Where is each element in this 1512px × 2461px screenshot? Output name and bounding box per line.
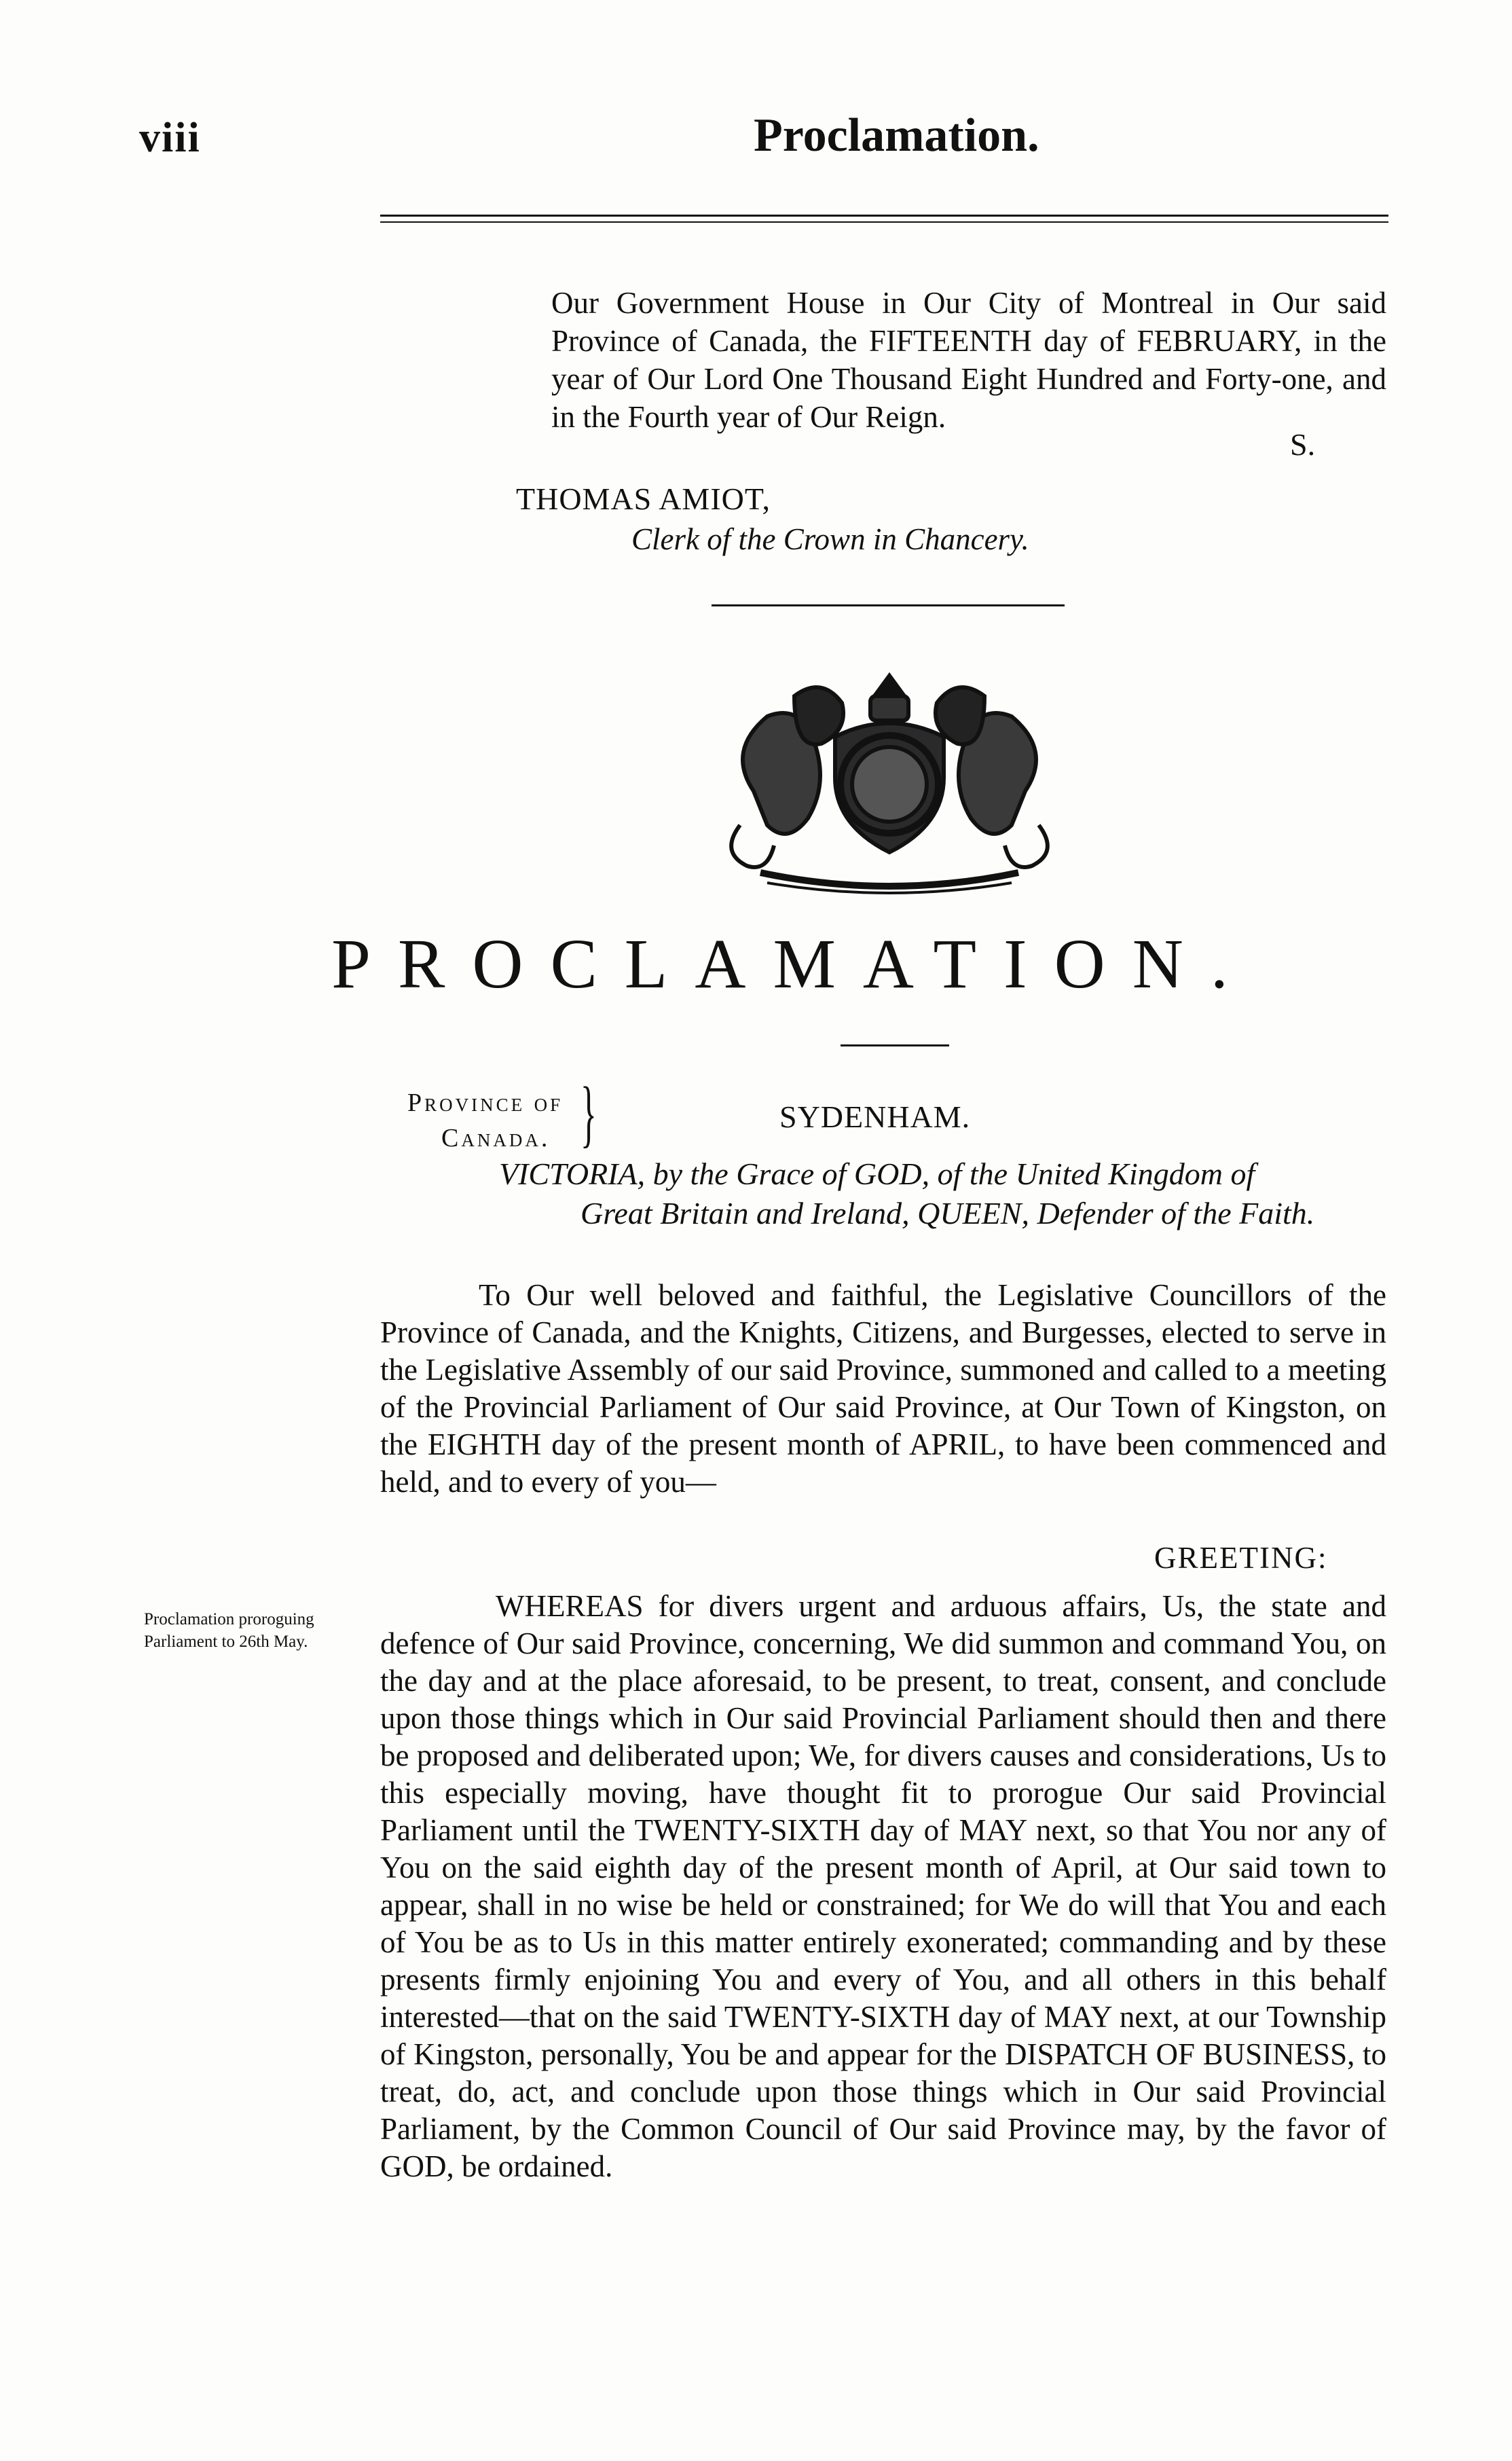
running-title: Proclamation. [754, 109, 1039, 162]
margin-note: Proclamation proroguing Parliament to 26th May. [144, 1610, 314, 1651]
section-rule [712, 604, 1065, 606]
province-line-2: Canada. [441, 1124, 551, 1152]
province-line-1: Province of [407, 1089, 564, 1117]
heading-rule [841, 1044, 949, 1046]
page-number: viii [139, 115, 201, 161]
royal-style [499, 1154, 1388, 1233]
signer-office: Clerk of the Crown in Chancery. [631, 522, 1029, 556]
governor-signature: SYDENHAM. [779, 1099, 971, 1134]
whereas-paragraph: WHEREAS for divers urgent and arduous affairs, Us, the state and defence of Our said Province, concerning, We did summon and command You, on the day and at the place aforesaid, to be present, to treat, consent, and conclude upon those things which in Our said Provincial Parliament should then and there be proposed and deliberated upon; We, for divers causes and considerations, Us to this especially moving, have thought fit to prorogue Our said Provincial Parliament until the TWENTY-SIXTH day of MAY next, so that You nor any of You on the said eighth day of the present month of April, at Our said town to appear, shall in no wise be held or constrained; for We do will that You and each of You be as to Us in this matter entirely exonerated; commanding and by these presents firmly enjoining You and every of You, and all others in this behalf interested—that on the said TWENTY-SIXTH day of MAY next, at our Township of Kingston, personally, You be and appear for the DISPATCH OF BUSINESS, to treat, do, act, and conclude upon those things which in Our said Provincial Parliament, by the Common Council of Our said Province may, by the favor of GOD, be ordained. [380, 1589, 1386, 2183]
dateline: Our Government House in Our City of Montreal in Our said Province of Canada, the FIFTEENTH day of FEBRUARY, in the year of Our Lord One Thousand Eight Hundred and Forty-one, and in the Fourth year of Our Reign. [551, 286, 1386, 434]
royal-coat-of-arms-icon [713, 655, 1066, 900]
header-rule-top [380, 215, 1388, 217]
royal-style-line-2: Great Britain and Ireland, QUEEN, Defender of the Faith. [580, 1196, 1315, 1230]
signer-name: THOMAS AMIOT, [516, 481, 771, 516]
seal-initial: S. [1290, 427, 1316, 462]
header-rule-bottom [380, 221, 1388, 223]
brace-icon: } [580, 1072, 597, 1154]
address-paragraph: To Our well beloved and faithful, the Legislative Councillors of the Province of Canada, and the Knights, Citizens, and Burgesses, elected to serve in the Legislative Assembly of our said Province, summoned and called to a meeting of the Provincial Parliament of Our said Province, at Our Town of Kingston, on the EIGHTH day of the present month of APRIL, to have been commenced and held, and to every of you— [380, 1278, 1386, 1499]
province-label [407, 1085, 563, 1156]
royal-style-line-1: VICTORIA, by the Grace of GOD, of the United Kingdom of [499, 1156, 1255, 1191]
greeting: GREETING: [1154, 1541, 1328, 1575]
proclamation-heading: PROCLAMATION. [331, 925, 1255, 1003]
